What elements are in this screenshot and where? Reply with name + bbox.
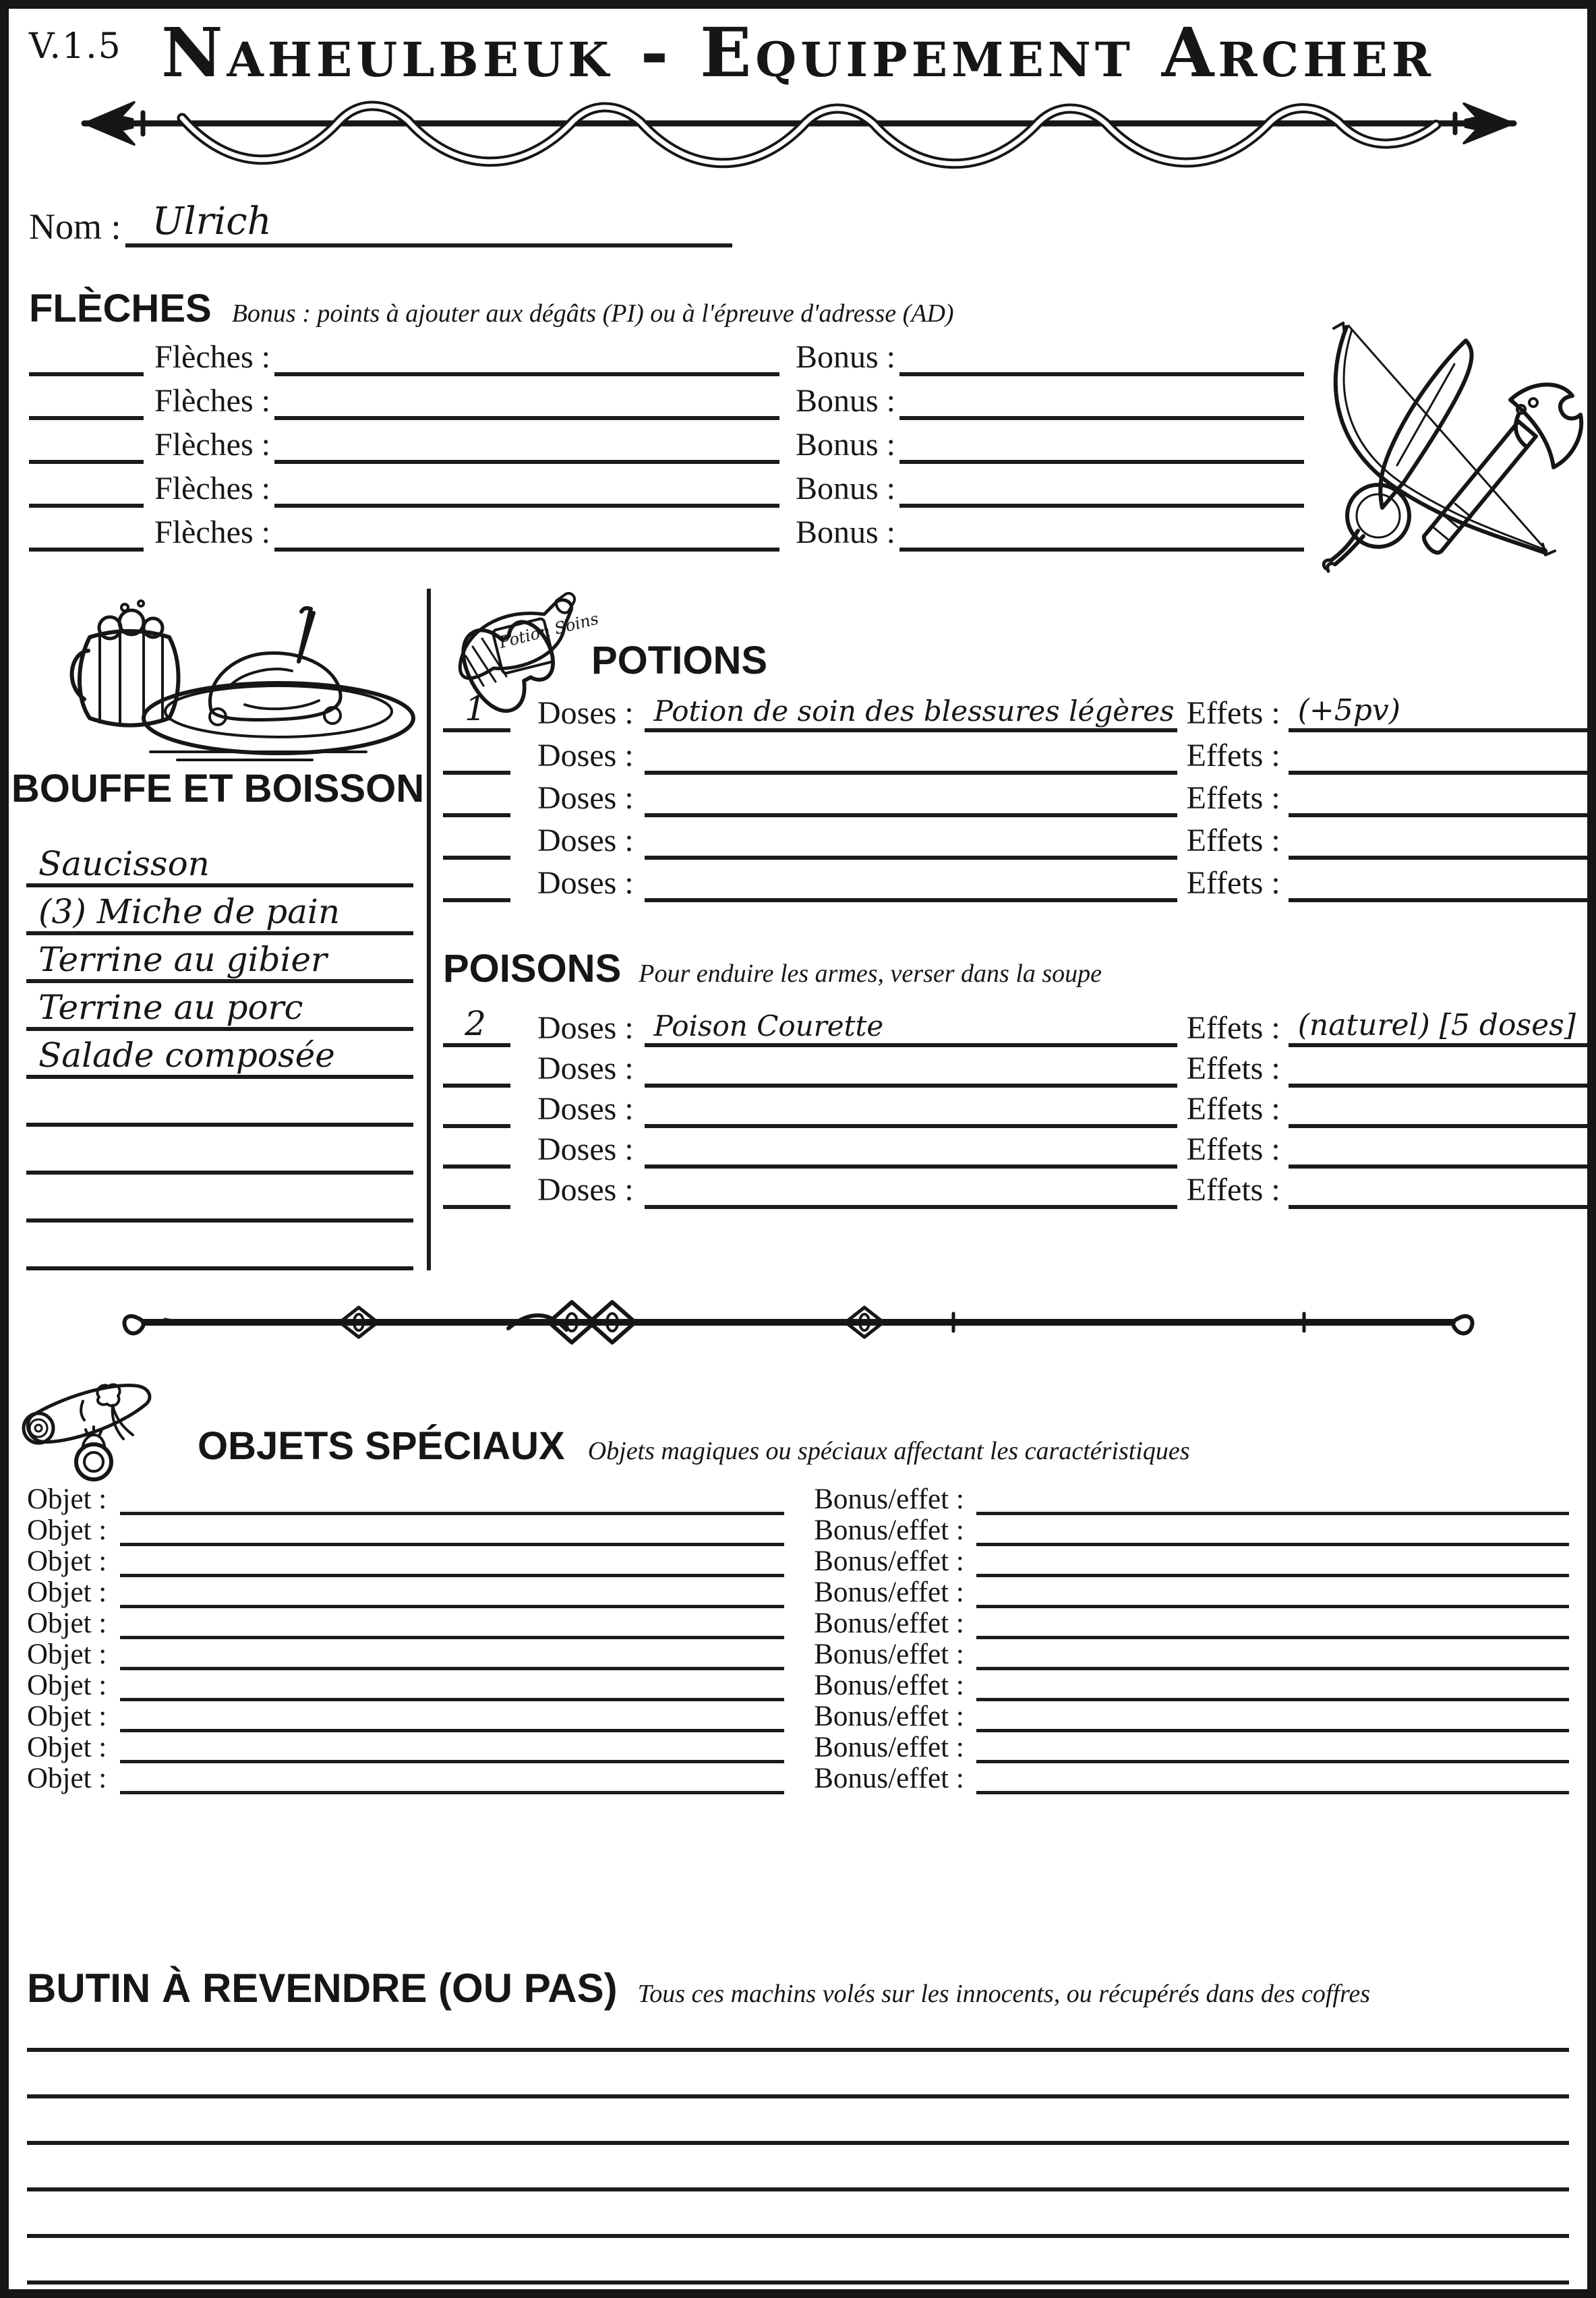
potions-heading: POTIONS bbox=[591, 639, 768, 682]
potion-row: Doses : Effets : bbox=[443, 817, 1596, 860]
fleches-rows bbox=[29, 332, 1304, 552]
potion-effect-field[interactable]: (+5pv) bbox=[1289, 696, 1596, 732]
fleche-name-field[interactable] bbox=[274, 370, 779, 376]
poison-name-field[interactable] bbox=[645, 1121, 1177, 1128]
fleches-subtitle: Bonus : points à ajouter aux dégâts (PI) ou à l'épreuve d'adresse (AD) bbox=[231, 299, 954, 328]
objet-bonus-field[interactable] bbox=[976, 1605, 1569, 1608]
poison-effect-field[interactable] bbox=[1289, 1081, 1596, 1088]
fleches-heading: FLÈCHES bbox=[29, 287, 212, 330]
potion-name-field[interactable] bbox=[645, 768, 1177, 775]
objet-name-field[interactable] bbox=[120, 1729, 784, 1732]
objet-row: Objet : Bonus/effet : bbox=[27, 1701, 1569, 1732]
butin-line[interactable] bbox=[27, 2010, 1569, 2052]
fleche-row: Flèches : Bonus : bbox=[29, 508, 1304, 552]
poison-qty-field[interactable]: 2 bbox=[443, 1007, 510, 1047]
objet-bonus-field[interactable] bbox=[976, 1698, 1569, 1701]
bouffe-item-line[interactable] bbox=[26, 1079, 413, 1127]
potion-effect-field[interactable] bbox=[1289, 895, 1596, 902]
poison-name-field[interactable] bbox=[645, 1081, 1177, 1088]
poison-effect-field[interactable]: (naturel) [5 doses] bbox=[1289, 1011, 1596, 1047]
potion-name-field[interactable]: Potion de soin des blessures légères bbox=[645, 697, 1177, 732]
butin-line[interactable] bbox=[27, 2191, 1569, 2238]
fleche-qty-field[interactable] bbox=[29, 501, 144, 508]
objet-row: Objet : Bonus/effet : bbox=[27, 1763, 1569, 1794]
fleche-bonus-field[interactable] bbox=[899, 413, 1304, 420]
butin-line[interactable] bbox=[27, 2052, 1569, 2098]
fleche-row: Flèches : Bonus : bbox=[29, 464, 1304, 508]
potion-name-field[interactable] bbox=[645, 853, 1177, 860]
objet-bonus-field[interactable] bbox=[976, 1667, 1569, 1670]
objet-name-field[interactable] bbox=[120, 1574, 784, 1577]
scroll-and-ring-illustration bbox=[18, 1374, 173, 1485]
bouffe-list bbox=[26, 839, 413, 1270]
objet-row: Objet : Bonus/effet : bbox=[27, 1639, 1569, 1670]
objet-name-field[interactable] bbox=[120, 1512, 784, 1515]
objet-row: Objet : Bonus/effet : bbox=[27, 1608, 1569, 1639]
potion-bottle-label: Potion Soins bbox=[497, 609, 601, 652]
objet-row: Objet : Bonus/effet : bbox=[27, 1577, 1569, 1608]
butin-line[interactable] bbox=[27, 2145, 1569, 2191]
potion-qty-field[interactable]: 1 bbox=[443, 692, 510, 732]
potions-header bbox=[443, 589, 1596, 690]
potion-qty-field[interactable] bbox=[443, 811, 510, 817]
objet-name-field[interactable] bbox=[120, 1636, 784, 1639]
fleche-qty-field[interactable] bbox=[29, 370, 144, 376]
bouffe-item-line[interactable]: Salade composée bbox=[26, 1031, 413, 1079]
potion-row: Doses : Effets : bbox=[443, 775, 1596, 817]
potions-poisons-column bbox=[431, 589, 1596, 1270]
fleche-bonus-field[interactable] bbox=[899, 501, 1304, 508]
fleche-name-field[interactable] bbox=[274, 457, 779, 464]
name-label: Nom : bbox=[29, 206, 121, 247]
poisons-header bbox=[443, 949, 1596, 997]
objet-name-field[interactable] bbox=[120, 1791, 784, 1794]
middle-columns bbox=[9, 589, 1587, 1270]
version-label: V.1.5 bbox=[29, 26, 122, 67]
potion-effect-field[interactable] bbox=[1289, 811, 1596, 817]
potion-row: Doses : Effets : bbox=[443, 732, 1596, 775]
bouffe-item-line[interactable]: Terrine au gibier bbox=[26, 935, 413, 983]
poisons-subtitle: Pour enduire les armes, verser dans la soupe bbox=[639, 960, 1102, 988]
fleche-name-field[interactable] bbox=[274, 545, 779, 552]
objet-name-field[interactable] bbox=[120, 1760, 784, 1763]
spear-divider-illustration bbox=[20, 92, 1576, 157]
fleche-row: Flèches : Bonus : bbox=[29, 332, 1304, 376]
potion-rows bbox=[443, 690, 1596, 902]
objets-subtitle: Objets magiques ou spéciaux affectant les caractéristiques bbox=[587, 1437, 1190, 1465]
poison-row: Doses : Effets : bbox=[443, 1169, 1596, 1209]
bouffe-item-line[interactable]: Terrine au porc bbox=[26, 983, 413, 1031]
objet-bonus-field[interactable] bbox=[976, 1791, 1569, 1794]
weapons-illustration bbox=[1296, 314, 1572, 577]
bouffe-item-line[interactable]: Saucisson bbox=[26, 839, 413, 887]
name-row bbox=[29, 195, 1587, 247]
butin-line[interactable] bbox=[27, 2285, 1569, 2298]
objet-row: Objet : Bonus/effet : bbox=[27, 1732, 1569, 1763]
poison-effect-field[interactable] bbox=[1289, 1162, 1596, 1169]
fleche-row: Flèches : Bonus : bbox=[29, 376, 1304, 420]
name-field[interactable] bbox=[125, 200, 732, 247]
poison-effect-field[interactable] bbox=[1289, 1121, 1596, 1128]
fleche-row: Flèches : Bonus : bbox=[29, 420, 1304, 464]
potion-bottle-illustration bbox=[443, 589, 601, 690]
objet-bonus-field[interactable] bbox=[976, 1512, 1569, 1515]
bouffe-item-line[interactable]: (3) Miche de pain bbox=[26, 887, 413, 935]
food-illustration bbox=[9, 597, 427, 764]
poisons-heading: POISONS bbox=[443, 947, 622, 991]
potion-row: 1 Doses : Potion de soin des blessures légères Effets : (+5pv) bbox=[443, 690, 1596, 732]
page-title: Naheulbeuk - Equipement Archer bbox=[161, 13, 1435, 92]
objet-name-field[interactable] bbox=[120, 1605, 784, 1608]
butin-heading: BUTIN À REVENDRE (OU PAS) bbox=[27, 1966, 618, 2011]
butin-line[interactable] bbox=[27, 2098, 1569, 2145]
poison-qty-field[interactable] bbox=[443, 1202, 510, 1209]
potion-qty-field[interactable] bbox=[443, 768, 510, 775]
objet-bonus-field[interactable] bbox=[976, 1729, 1569, 1732]
fleche-bonus-field[interactable] bbox=[899, 457, 1304, 464]
fleche-name-field[interactable] bbox=[274, 501, 779, 508]
objet-row: Objet : Bonus/effet : bbox=[27, 1670, 1569, 1701]
objet-bonus-field[interactable] bbox=[976, 1636, 1569, 1639]
bouffe-item-line[interactable] bbox=[26, 1222, 413, 1270]
butin-lines bbox=[27, 2010, 1569, 2298]
fleche-qty-field[interactable] bbox=[29, 413, 144, 420]
poison-qty-field[interactable] bbox=[443, 1162, 510, 1169]
bouffe-header bbox=[9, 767, 427, 811]
bouffe-section bbox=[9, 589, 431, 1270]
poison-row: Doses : Effets : bbox=[443, 1128, 1596, 1169]
poison-row: Doses : Effets : bbox=[443, 1088, 1596, 1128]
objet-row: Objet : Bonus/effet : bbox=[27, 1515, 1569, 1546]
objets-section bbox=[9, 1424, 1587, 1794]
bouffe-heading: BOUFFE ET BOISSON bbox=[11, 767, 425, 811]
potion-qty-field[interactable] bbox=[443, 895, 510, 902]
poison-rows bbox=[443, 1004, 1596, 1209]
staff-divider-illustration bbox=[117, 1299, 1479, 1346]
objet-name-field[interactable] bbox=[120, 1667, 784, 1670]
fleche-bonus-field[interactable] bbox=[899, 545, 1304, 552]
objet-row: Objet : Bonus/effet : bbox=[27, 1546, 1569, 1577]
objets-header bbox=[198, 1424, 1587, 1471]
objet-name-field[interactable] bbox=[120, 1698, 784, 1701]
name-value: Ulrich bbox=[152, 200, 272, 243]
potion-name-field[interactable] bbox=[645, 895, 1177, 902]
butin-subtitle: Tous ces machins volés sur les innocents, ou récupérés dans des coffres bbox=[637, 1980, 1371, 2008]
poison-row: 2 Doses : Poison Courette Effets : (naturel) [5 doses] bbox=[443, 1007, 1596, 1047]
butin-header bbox=[27, 1968, 1587, 2010]
poison-effect-field[interactable] bbox=[1289, 1202, 1596, 1209]
poison-qty-field[interactable] bbox=[443, 1121, 510, 1128]
potion-effect-field[interactable] bbox=[1289, 768, 1596, 775]
objets-rows bbox=[27, 1484, 1569, 1794]
butin-line[interactable] bbox=[27, 2238, 1569, 2285]
objet-row: Objet : Bonus/effet : bbox=[27, 1484, 1569, 1515]
fleche-bonus-field[interactable] bbox=[899, 370, 1304, 376]
poison-name-field[interactable] bbox=[645, 1202, 1177, 1209]
objet-name-field[interactable] bbox=[120, 1543, 784, 1546]
fleche-qty-field[interactable] bbox=[29, 545, 144, 552]
objets-heading: OBJETS SPÉCIAUX bbox=[198, 1424, 565, 1468]
poison-qty-field[interactable] bbox=[443, 1081, 510, 1088]
objet-bonus-field[interactable] bbox=[976, 1543, 1569, 1546]
potion-name-field[interactable] bbox=[645, 811, 1177, 817]
potion-qty-field[interactable] bbox=[443, 853, 510, 860]
poison-row: Doses : Effets : bbox=[443, 1047, 1596, 1088]
poison-name-field[interactable] bbox=[645, 1162, 1177, 1169]
objet-bonus-field[interactable] bbox=[976, 1574, 1569, 1577]
bouffe-item-line[interactable] bbox=[26, 1175, 413, 1222]
fleche-qty-field[interactable] bbox=[29, 457, 144, 464]
bouffe-item-line[interactable] bbox=[26, 1127, 413, 1175]
objet-bonus-field[interactable] bbox=[976, 1760, 1569, 1763]
poison-name-field[interactable]: Poison Courette bbox=[645, 1012, 1177, 1047]
fleche-name-field[interactable] bbox=[274, 413, 779, 420]
potion-row: Doses : Effets : bbox=[443, 860, 1596, 902]
potion-effect-field[interactable] bbox=[1289, 853, 1596, 860]
